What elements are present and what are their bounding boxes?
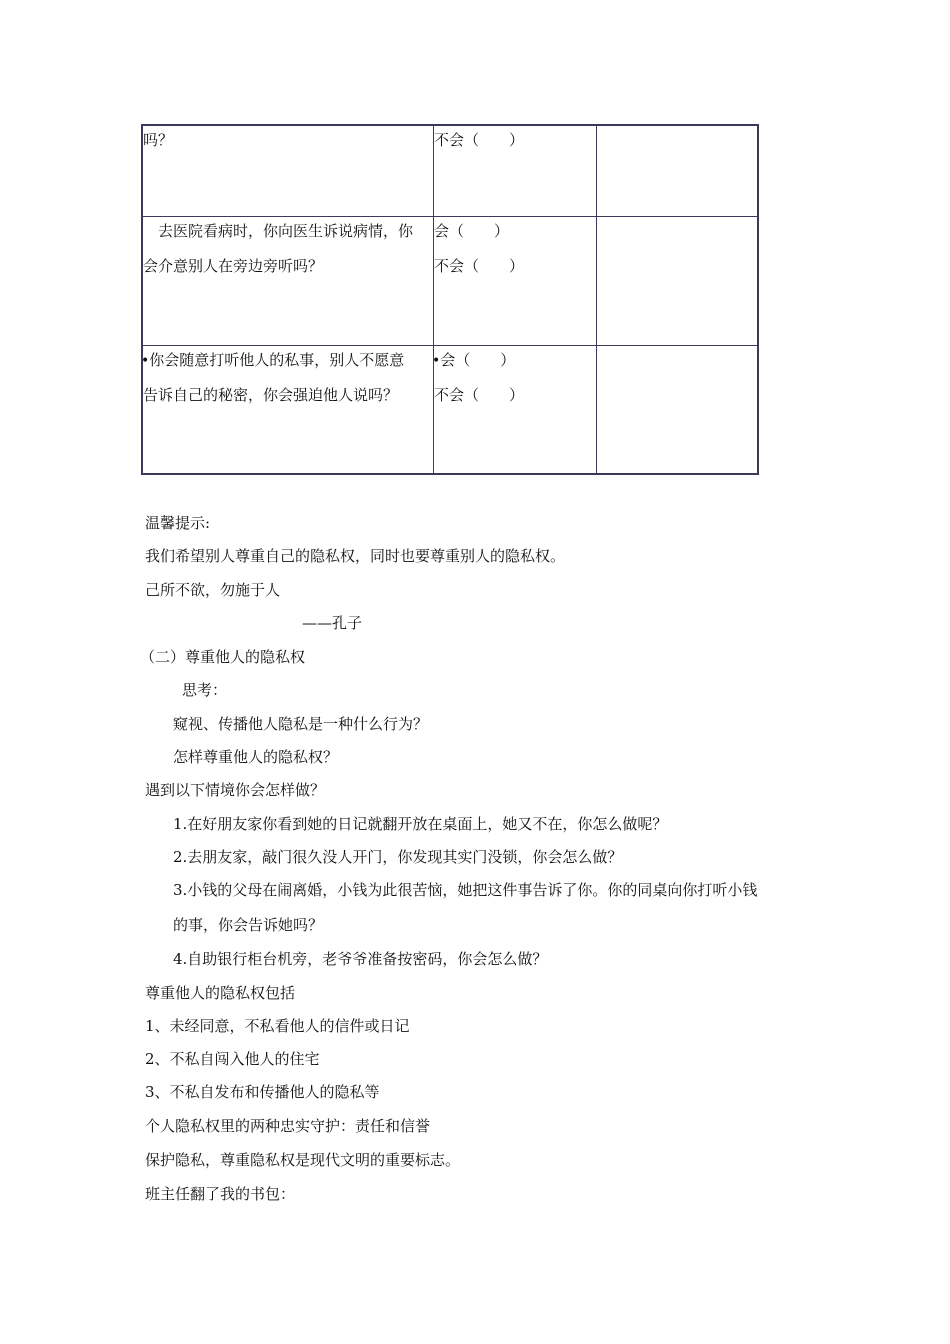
think-question: 怎样尊重他人的隐私权？ — [173, 748, 339, 766]
section-heading: （二）尊重他人的隐私权 — [140, 648, 306, 666]
option-no: 不会（ ） — [434, 386, 525, 404]
survey-table — [141, 124, 759, 475]
scenario-item: 3.小钱的父母在闹离婚，小钱为此很苦恼，她把这件事告诉了你。你的同桌向你打听小钱 — [173, 881, 758, 899]
scenario-item: 的事，你会告诉她吗？ — [173, 916, 324, 934]
scenario-item: 4.自助银行柜台机旁，老爷爷准备按密码，你会怎么做？ — [173, 950, 548, 968]
column-divider — [596, 126, 597, 473]
quote-author: ——孔子 — [302, 614, 363, 632]
scenario-intro: 遇到以下情境你会怎样做？ — [145, 781, 326, 799]
question-text: •你会随意打听他人的私事，别人不愿意 — [141, 351, 405, 369]
question-text: 告诉自己的秘密，你会强迫他人说吗？ — [143, 386, 399, 404]
closing-text: 班主任翻了我的书包： — [145, 1185, 296, 1203]
respect-heading: 尊重他人的隐私权包括 — [145, 984, 296, 1002]
question-text: 吗？ — [143, 131, 174, 149]
option-yes: •会（ ） — [432, 351, 516, 369]
question-text: 会介意别人在旁边旁听吗？ — [143, 257, 324, 275]
scenario-item: 2.去朋友家，敲门很久没人开门，你发现其实门没锁，你会怎么做？ — [173, 848, 623, 866]
civilization-text: 保护隐私，尊重隐私权是现代文明的重要标志。 — [145, 1151, 461, 1169]
tip-text: 我们希望别人尊重自己的隐私权，同时也要尊重别人的隐私权。 — [145, 547, 566, 565]
respect-item: 2、不私自闯入他人的住宅 — [145, 1050, 320, 1068]
respect-item: 1、未经同意，不私看他人的信件或日记 — [145, 1017, 410, 1035]
option-yes: 会（ ） — [434, 222, 510, 240]
think-question: 窥视、传播他人隐私是一种什么行为？ — [173, 715, 429, 733]
think-label: 思考： — [182, 681, 228, 699]
column-divider — [433, 126, 434, 473]
tip-heading: 温馨提示: — [145, 514, 211, 532]
bullet-icon: • — [432, 353, 441, 369]
row-divider — [143, 216, 757, 217]
option-no: 不会（ ） — [434, 257, 525, 275]
respect-item: 3、不私自发布和传播他人的隐私等 — [145, 1083, 380, 1101]
question-text: 去医院看病时，你向医生诉说病情，你 — [143, 222, 414, 240]
row-divider — [143, 345, 757, 346]
option-no: 不会（ ） — [434, 131, 525, 149]
bullet-icon: • — [141, 353, 150, 369]
guard-text: 个人隐私权里的两种忠实守护：责任和信誉 — [145, 1117, 431, 1135]
scenario-item: 1.在好朋友家你看到她的日记就翻开放在桌面上，她又不在，你怎么做呢？ — [173, 815, 668, 833]
quote-text: 己所不欲，勿施于人 — [145, 581, 281, 599]
